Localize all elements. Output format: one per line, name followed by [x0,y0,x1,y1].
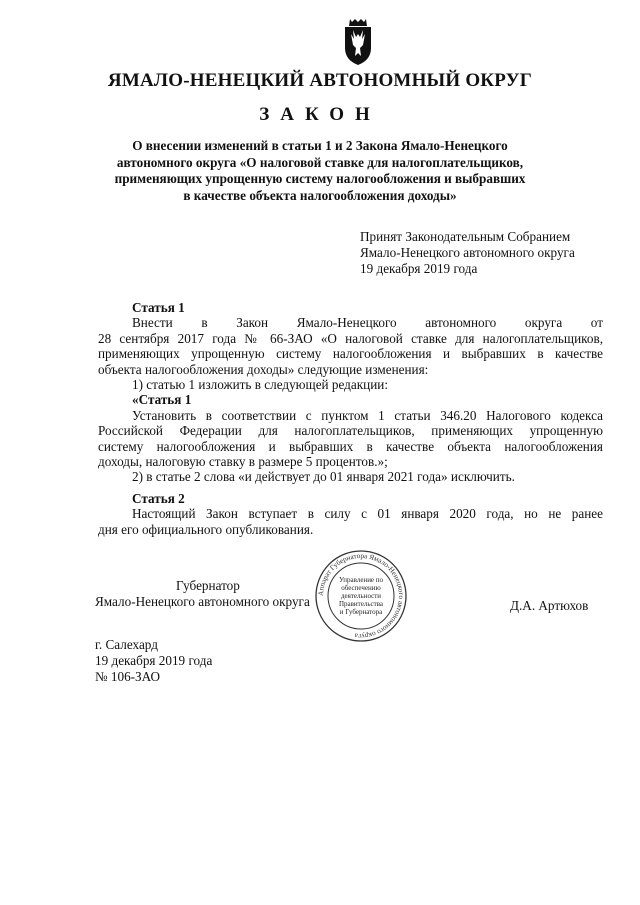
signatory-title: Губернатор [176,578,240,593]
coat-of-arms-icon [340,18,376,66]
article-1-line: доходы, налоговую ставку в размере 5 процентов.»; [98,454,388,470]
article-1-line: Российской Федерации для налогоплательщиков, применяющих упрощенную [98,423,603,439]
signatory-region: Ямало-Ненецкого автономного округа [95,594,310,609]
subject-line: в качестве объекта налогообложения доходы» [183,187,457,203]
footer-number: № 106-ЗАО [95,669,161,684]
stamp-center-line: обеспечению [341,584,381,592]
subject-line: автономного округа «О налоговой ставке для налогоплательщиков, [116,154,524,170]
article-2-line: Настоящий Закон вступает в силу с 01 января 2020 года, но не ранее [132,506,603,522]
stamp-center-line: деятельности [340,592,382,600]
article-2-heading: Статья 2 [132,491,185,506]
stamp-ring-text: Аппарат Губернатора Ямало-Ненецкого автономного округа [316,551,406,641]
article-1-line: 1) статью 1 изложить в следующей редакции: [132,377,388,393]
document-footer [95,637,212,685]
adoption-line: 19 декабря 2019 года [360,261,478,276]
stamp-center-line: Управление по [338,576,384,584]
article-1-line: 28 сентября 2017 года № 66-ЗАО «О налоговой ставке для налогоплательщиков, [98,330,603,346]
stamp-center-line: Правительства [338,600,384,608]
stamp-center-line: и Губернатора [339,608,383,616]
signatory-name: Д.А. Артюхов [510,598,589,613]
footer-date: 19 декабря 2019 года [95,653,213,668]
subject-line: О внесении изменений в статьи 1 и 2 Закона Ямало-Ненецкого [132,138,508,153]
article-2 [98,491,603,537]
footer-city: г. Салехард [95,637,158,652]
law-subject [110,138,530,204]
article-1-line: Внести в Закон Ямало-Ненецкого автономного округа от [132,315,603,331]
article-2-line: дня его официального опубликования. [98,521,314,537]
document-type: ЗАКОН [259,104,381,125]
official-stamp [314,549,408,643]
subject-line: применяющих упрощенную систему налогообложения и выбравших [114,171,526,186]
article-1-line: 2) в статье 2 слова «и действует до 01 января 2021 года» исключить. [132,469,515,485]
adoption-line: Ямало-Ненецкого автономного округа [360,245,575,260]
region-name: ЯМАЛО-НЕНЕЦКИЙ АВТОНОМНЫЙ ОКРУГ [107,70,533,91]
article-1-line: применяющих упрощенную систему налогообложения и выбравших в качестве [98,346,603,362]
article-1 [98,300,603,485]
article-1-line: систему налогообложения и выбравших в качестве объекта налогообложения [98,438,603,454]
article-1-line: Установить в соответствии с пунктом 1 статьи 346.20 Налогового кодекса [132,407,603,423]
adoption-note [360,229,575,277]
article-1-line: объекта налогообложения доходы» следующие изменения: [98,361,429,377]
article-1-line: «Статья 1 [132,392,192,408]
adoption-line: Принят Законодательным Собранием [360,229,571,244]
article-1-heading: Статья 1 [132,300,185,315]
